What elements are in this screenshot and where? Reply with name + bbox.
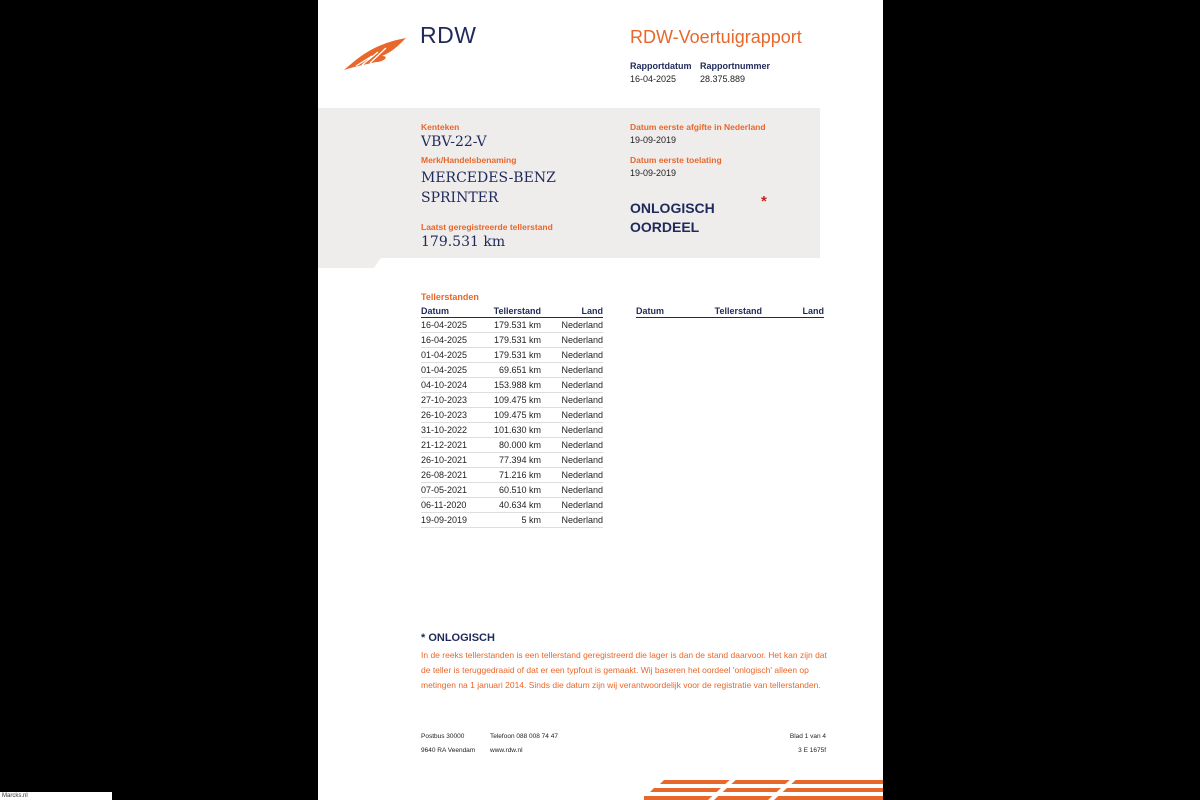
row-odometer: 179.531 km [485,333,541,348]
footer-website[interactable]: www.rdw.nl [490,747,523,754]
row-date: 26-10-2023 [421,408,485,423]
first-admission-label: Datum eerste toelating [630,155,722,165]
odometer-table-header [421,305,603,318]
row-country: Nederland [541,363,603,378]
row-date: 19-09-2019 [421,513,485,528]
report-page [318,0,883,800]
odometer-table [421,305,603,528]
row-country: Nederland [541,333,603,348]
col-country-header: Land [762,305,824,318]
footer-phone: Telefoon 088 008 74 47 [490,733,558,740]
row-date: 06-11-2020 [421,498,485,513]
row-odometer: 179.531 km [485,318,541,333]
row-date: 07-05-2021 [421,483,485,498]
rdw-feather-logo-icon [342,34,410,74]
report-title: RDW-Voertuigrapport [630,27,802,47]
col-odometer-header: Tellerstand [485,305,541,318]
table-row [421,453,603,468]
row-country: Nederland [541,408,603,423]
table-row [421,348,603,363]
row-date: 26-08-2021 [421,468,485,483]
row-date: 26-10-2021 [421,453,485,468]
row-country: Nederland [541,393,603,408]
row-date: 01-04-2025 [421,363,485,378]
row-country: Nederland [541,453,603,468]
row-country: Nederland [541,348,603,363]
odometer-section-title: Tellerstanden [421,292,479,302]
report-date-label: Rapportdatum [630,61,692,71]
col-country-header: Land [541,305,603,318]
col-date-header: Datum [421,305,485,318]
footer-page-number: Blad 1 van 4 [789,733,826,740]
footer-postbus: Postbus 30000 [421,733,465,740]
table-row [421,318,603,333]
row-odometer: 5 km [485,513,541,528]
verdict-asterisk: * [761,193,767,210]
footer-stripes-decoration [644,776,883,800]
col-date-header: Datum [636,305,700,318]
row-odometer: 101.630 km [485,423,541,438]
row-odometer: 109.475 km [485,393,541,408]
footnote-title: * ONLOGISCH [421,632,495,644]
table-row [421,483,603,498]
report-number-label: Rapportnummer [700,61,771,71]
row-date: 04-10-2024 [421,378,485,393]
row-date: 01-04-2025 [421,348,485,363]
row-country: Nederland [541,498,603,513]
odometer-table-continued [636,305,824,318]
row-odometer: 40.634 km [485,498,541,513]
plate-label: Kenteken [421,122,460,132]
row-country: Nederland [541,378,603,393]
row-date: 21-12-2021 [421,438,485,453]
table-row [421,438,603,453]
row-country: Nederland [541,318,603,333]
row-odometer: 179.531 km [485,348,541,363]
row-odometer: 153.988 km [485,378,541,393]
footnote-text: In de reeks tellerstanden is een tellerstand geregistreerd die lager is dan de stand daarvoor. Het kan zijn dat de teller is teruggedraaid of dat er een typfout is gemaakt. Wij baseren het oordeel 'onlogisch' alleen op metingen na 1 januari 2014. Sinds die datum zijn wij verantwoordelijk voor de registratie van tellerstanden. [421,650,827,690]
footer-city: 9640 RA Veendam [421,747,476,754]
table-row [421,513,603,528]
row-country: Nederland [541,483,603,498]
table-row [421,393,603,408]
row-odometer: 71.216 km [485,468,541,483]
table-row [421,468,603,483]
row-country: Nederland [541,468,603,483]
row-country: Nederland [541,423,603,438]
odometer-table-header [636,305,824,318]
row-date: 16-04-2025 [421,318,485,333]
row-odometer: 60.510 km [485,483,541,498]
odometer-verdict [630,199,715,237]
report-date: 16-04-2025 [630,74,677,84]
vehicle-make: MERCEDES-BENZ [421,170,556,186]
row-date: 31-10-2022 [421,423,485,438]
brand-name: RDW [420,22,477,48]
first-registration-nl-label: Datum eerste afgifte in Nederland [630,122,766,132]
table-row [421,423,603,438]
row-odometer: 109.475 km [485,408,541,423]
row-date: 16-04-2025 [421,333,485,348]
vehicle-model: SPRINTER [421,190,499,206]
first-registration-nl-date: 19-09-2019 [630,135,677,145]
table-row [421,378,603,393]
row-date: 27-10-2023 [421,393,485,408]
last-odometer-label: Laatst geregistreerde tellerstand [421,222,553,232]
row-country: Nederland [541,438,603,453]
row-odometer: 77.394 km [485,453,541,468]
table-row [421,408,603,423]
table-row [421,363,603,378]
license-plate: VBV-22-V [421,134,487,150]
col-odometer-header: Tellerstand [700,305,762,318]
footer-code: 3 E 1675f [798,747,826,754]
make-label: Merk/Handelsbenaming [421,155,517,165]
last-odometer-value: 179.531 km [421,234,506,250]
panel-notch-decoration [318,256,382,268]
table-row [421,333,603,348]
first-admission-date: 19-09-2019 [630,168,677,178]
source-watermark: Marcks.nl [0,792,112,800]
report-number: 28.375.889 [700,74,746,84]
row-country: Nederland [541,513,603,528]
row-odometer: 69.651 km [485,363,541,378]
table-row [421,498,603,513]
verdict-line-2: OORDEEL [630,219,700,235]
verdict-line-1: ONLOGISCH [630,200,715,216]
row-odometer: 80.000 km [485,438,541,453]
